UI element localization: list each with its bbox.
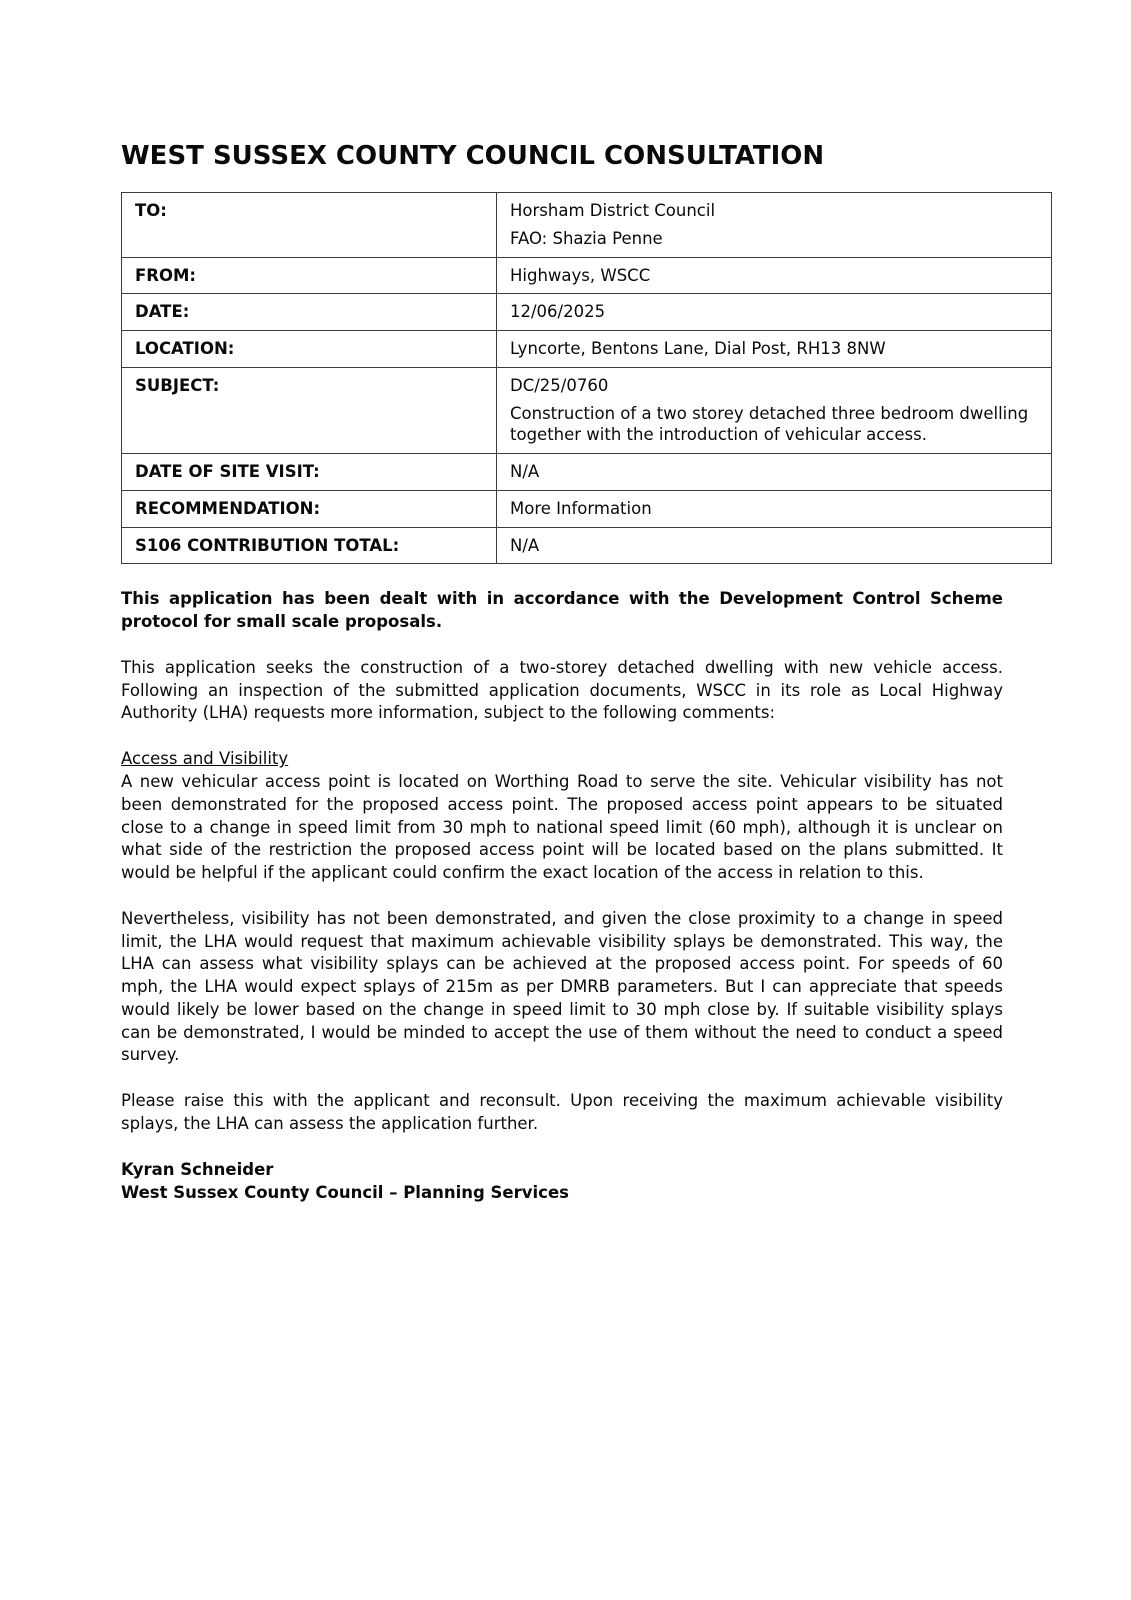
row-value xyxy=(497,527,1052,564)
row-value xyxy=(497,490,1052,527)
table-row xyxy=(122,527,1052,564)
application-summary-paragraph: This application seeks the construction of a two-storey detached dwelling with new vehicle access. Following an inspection of the submitted application documents, WSCC in its role as Local Highway Authority (LHA) requests more information, subject to the following comments: xyxy=(121,657,1003,723)
consultation-table-body xyxy=(122,193,1052,564)
signature-block xyxy=(121,1159,1003,1205)
row-value-line: Highways, WSCC xyxy=(510,265,651,285)
row-label: TO: xyxy=(122,193,497,258)
row-value xyxy=(497,257,1052,294)
table-row xyxy=(122,331,1052,368)
row-label: DATE OF SITE VISIT: xyxy=(122,454,497,491)
row-value-line: N/A xyxy=(510,462,540,482)
row-value-line: Construction of a two storey detached three bedroom dwelling together with the introduction of vehicular access. xyxy=(510,403,1029,445)
page-title: WEST SUSSEX COUNTY COUNCIL CONSULTATION xyxy=(121,141,825,171)
row-value xyxy=(497,454,1052,491)
row-value xyxy=(497,294,1052,331)
section-heading-access-and-visibility: Access and Visibility xyxy=(121,749,289,769)
signature-organisation: West Sussex County Council – Planning Services xyxy=(121,1182,569,1202)
row-value-line: Lyncorte, Bentons Lane, Dial Post, RH13 8NW xyxy=(510,339,886,359)
table-row xyxy=(122,257,1052,294)
table-row xyxy=(122,454,1052,491)
table-row xyxy=(122,294,1052,331)
row-label: DATE: xyxy=(122,294,497,331)
table-row xyxy=(122,490,1052,527)
row-value xyxy=(497,193,1052,258)
reconsult-paragraph: Please raise this with the applicant and reconsult. Upon receiving the maximum achievable visibility splays, the LHA can assess the application further. xyxy=(121,1091,1003,1133)
row-label: LOCATION: xyxy=(122,331,497,368)
row-value-line: More Information xyxy=(510,498,652,518)
signature-name: Kyran Schneider xyxy=(121,1159,274,1179)
table-row xyxy=(122,193,1052,258)
row-label: S106 CONTRIBUTION TOTAL: xyxy=(122,527,497,564)
scheme-protocol-statement: This application has been dealt with in accordance with the Development Control Scheme protocol for small scale proposals. xyxy=(121,589,1003,632)
access-visibility-paragraph: A new vehicular access point is located on Worthing Road to serve the site. Vehicular visibility has not been demonstrated for the proposed access point. The proposed access point appears to be situated close to a change in speed limit from 30 mph to national speed limit (60 mph), although it is unclear on what side of the restriction the proposed access point will be located based on the plans submitted. It would be helpful if the applicant could confirm the exact location of the access in relation to this. xyxy=(121,772,1003,883)
row-value-line: Horsham District Council xyxy=(510,201,716,220)
row-label: SUBJECT: xyxy=(122,367,497,453)
row-value-line: DC/25/0760 xyxy=(510,375,609,395)
row-value-line: 12/06/2025 xyxy=(510,302,606,322)
table-row xyxy=(122,367,1052,453)
row-value-line: N/A xyxy=(510,535,540,555)
document-content xyxy=(121,141,1029,1204)
consultation-details-table xyxy=(121,192,1052,564)
row-value-line: FAO: Shazia Penne xyxy=(510,228,663,248)
row-value xyxy=(497,331,1052,368)
row-value xyxy=(497,367,1052,453)
row-label: FROM: xyxy=(122,257,497,294)
row-label: RECOMMENDATION: xyxy=(122,490,497,527)
visibility-splays-paragraph: Nevertheless, visibility has not been demonstrated, and given the close proximity to a change in speed limit, the LHA would request that maximum achievable visibility splays be demonstrated. This way, the LHA can assess what visibility splays can be achieved at the proposed access point. For speeds of 60 mph, the LHA would expect splays of 215m as per DMRB parameters. But I can appreciate that speeds would likely be lower based on the change in speed limit to 30 mph close by. If suitable visibility splays can be demonstrated, I would be minded to accept the use of them without the need to conduct a speed survey. xyxy=(121,908,1003,1065)
